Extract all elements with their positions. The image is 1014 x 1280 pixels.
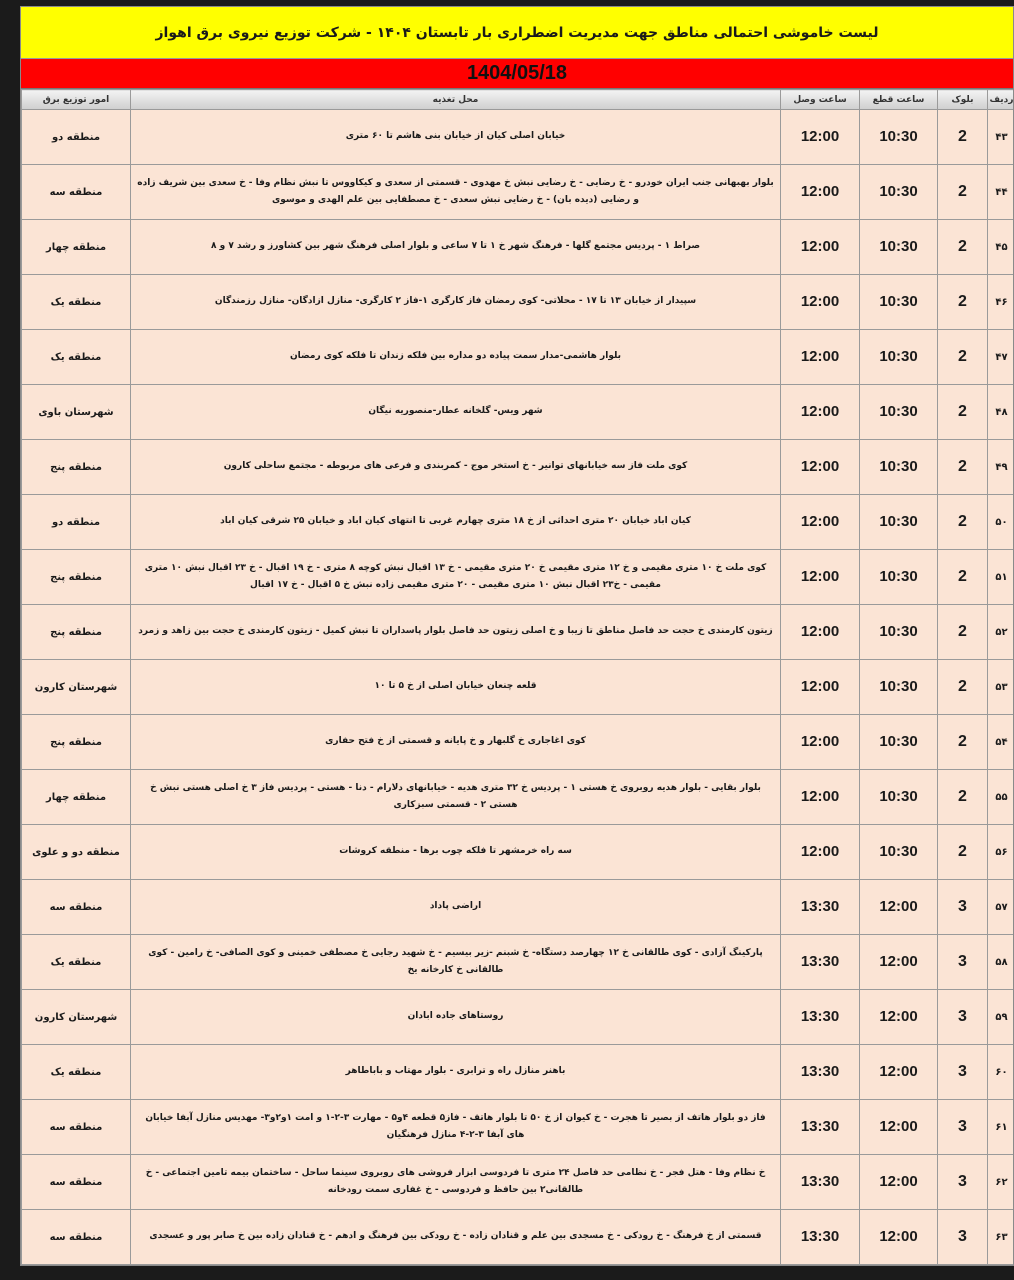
location-cell: خیابان اصلی کیان از خیابان بنی هاشم تا ۶۰ متری (131, 110, 781, 165)
row-number-cell: ۶۲ (988, 1155, 1014, 1210)
table-row (22, 715, 1014, 770)
reconnect-time-cell: 13:30 (781, 1100, 860, 1155)
block-cell: 2 (938, 825, 988, 880)
header-row-number: ردیف (988, 90, 1014, 110)
reconnect-time-cell: 12:00 (781, 275, 860, 330)
outage-schedule-sheet (20, 6, 1014, 1266)
row-number-cell: ۵۴ (988, 715, 1014, 770)
location-cell: کوی ملت خ ۱۰ متری مقیمی و خ ۱۲ متری مقیمی خ ۲۰ متری مقیمی - خ ۱۳ اقبال نبش کوچه ۸ متری - خ ۱۹ اقبال - خ ۲۳ اقبال نبش ۱۰ متری مقیمی - خ۲۳ اقبال نبش ۱۰ متری مقیمی - ۲۰ متری مقیمی زاده نبش خ ۵ اقبال - خ ۱۷ اقبال (131, 550, 781, 605)
district-cell: منطقه سه (22, 880, 131, 935)
table-row (22, 550, 1014, 605)
district-cell: منطقه چهار (22, 220, 131, 275)
block-cell: 3 (938, 990, 988, 1045)
reconnect-time-cell: 12:00 (781, 605, 860, 660)
cut-time-cell: 12:00 (860, 1210, 938, 1265)
district-cell: منطقه یک (22, 935, 131, 990)
district-cell: منطقه یک (22, 275, 131, 330)
reconnect-time-cell: 12:00 (781, 330, 860, 385)
header-block: بلوک (938, 90, 988, 110)
table-row (22, 770, 1014, 825)
cut-time-cell: 10:30 (860, 495, 938, 550)
table-row (22, 935, 1014, 990)
table-row (22, 605, 1014, 660)
row-number-cell: ۵۷ (988, 880, 1014, 935)
location-cell: بلوار بقایی - بلوار هدیه روبروی خ هستی ۱ - پردیس خ ۳۲ متری هدیه - خیابانهای دلارام - دنا - هستی - پردیس فاز ۳ خ اصلی هستی نبش خ هستی ۲ - قسمتی سبزکاری (131, 770, 781, 825)
location-cell: باهنر منازل راه و ترابری - بلوار مهتاب و باباطاهر (131, 1045, 781, 1100)
location-cell: بلوار بهبهانی جنب ایران خودرو - خ رضایی - خ رضایی نبش خ مهدوی - قسمتی از سعدی و کیکاووس تا نبش نظام وفا - خ سعدی بین شریف زاده و رضایی (دیده بان) - خ رضایی نبش سعدی - خ مصطفایی بین علم الهدی و موسوی (131, 165, 781, 220)
cut-time-cell: 10:30 (860, 825, 938, 880)
row-number-cell: ۵۶ (988, 825, 1014, 880)
block-cell: 2 (938, 165, 988, 220)
location-cell: شهر ویس- گلخانه عطار-منصوریه نیگان (131, 385, 781, 440)
block-cell: 2 (938, 385, 988, 440)
reconnect-time-cell: 13:30 (781, 880, 860, 935)
reconnect-time-cell: 13:30 (781, 1045, 860, 1100)
block-cell: 2 (938, 605, 988, 660)
cut-time-cell: 10:30 (860, 275, 938, 330)
cut-time-cell: 10:30 (860, 110, 938, 165)
cut-time-cell: 12:00 (860, 1100, 938, 1155)
table-row (22, 1045, 1014, 1100)
row-number-cell: ۴۷ (988, 330, 1014, 385)
cut-time-cell: 10:30 (860, 330, 938, 385)
block-cell: 2 (938, 110, 988, 165)
table-row (22, 440, 1014, 495)
table-row (22, 220, 1014, 275)
cut-time-cell: 12:00 (860, 935, 938, 990)
location-cell: روستاهای جاده ابادان (131, 990, 781, 1045)
table-row (22, 165, 1014, 220)
row-number-cell: ۶۱ (988, 1100, 1014, 1155)
location-cell: فاز دو بلوار هاتف از بصیر تا هجرت - خ کیوان از خ ۵۰ تا بلوار هاتف - فاز۵ قطعه ۴و۵ - مهارت ۳-۲-۱ و امت ۱و۲و۳- مهدیس منازل آبفا خیابان های آبفا ۳-۲-۴ منازل فرهنگیان (131, 1100, 781, 1155)
cut-time-cell: 10:30 (860, 715, 938, 770)
row-number-cell: ۵۲ (988, 605, 1014, 660)
reconnect-time-cell: 12:00 (781, 825, 860, 880)
block-cell: 3 (938, 1045, 988, 1100)
row-number-cell: ۵۱ (988, 550, 1014, 605)
row-number-cell: ۴۸ (988, 385, 1014, 440)
location-cell: صراط ۱ - پردیس مجتمع گلها - فرهنگ شهر خ ۱ تا ۷ ساعی و بلوار اصلی فرهنگ شهر بین کشاورز و رشد ۷ و ۸ (131, 220, 781, 275)
reconnect-time-cell: 13:30 (781, 990, 860, 1045)
cut-time-cell: 10:30 (860, 605, 938, 660)
row-number-cell: ۵۹ (988, 990, 1014, 1045)
reconnect-time-cell: 13:30 (781, 1210, 860, 1265)
block-cell: 3 (938, 1155, 988, 1210)
table-row (22, 110, 1014, 165)
cut-time-cell: 10:30 (860, 440, 938, 495)
reconnect-time-cell: 12:00 (781, 165, 860, 220)
row-number-cell: ۵۰ (988, 495, 1014, 550)
table-row (22, 1100, 1014, 1155)
row-number-cell: ۴۴ (988, 165, 1014, 220)
location-cell: پارکینگ آزادی - کوی طالقانی خ ۱۲ چهارصد دستگاه- خ شبنم -زیر بیسیم - خ شهید رجایی خ مصطفی خمینی و کوی الصافی- خ رامین - کوی طالقانی خ کارخانه یخ (131, 935, 781, 990)
row-number-cell: ۴۳ (988, 110, 1014, 165)
page-title: لیست خاموشی احتمالی مناطق جهت مدیریت اضطراری بار تابستان ۱۴۰۴ - شرکت توزیع نیروی برق اهواز (21, 7, 1013, 59)
table-row (22, 495, 1014, 550)
location-cell: قلعه چنعان خیابان اصلی از خ ۵ تا ۱۰ (131, 660, 781, 715)
district-cell: منطقه دو (22, 110, 131, 165)
location-cell: خ نظام وفا - هتل فجر - خ نظامی حد فاصل ۲۴ متری تا فردوسی ابزار فروشی های روبروی سینما ساحل - ساختمان بیمه تامین اجتماعی - خ طالقانی۲ بین حافظ و فردوسی - خ غفاری سمت رودخانه (131, 1155, 781, 1210)
location-cell: کیان اباد خیابان ۲۰ متری احداثی از خ ۱۸ متری چهارم غربی تا انتهای کیان اباد و خیابان ۲۵ شرقی کیان اباد (131, 495, 781, 550)
location-cell: سه راه خرمشهر تا فلکه چوب برها - منطقه کروشات (131, 825, 781, 880)
block-cell: 2 (938, 220, 988, 275)
table-row (22, 385, 1014, 440)
cut-time-cell: 12:00 (860, 1155, 938, 1210)
reconnect-time-cell: 12:00 (781, 770, 860, 825)
row-number-cell: ۴۵ (988, 220, 1014, 275)
district-cell: منطقه پنج (22, 440, 131, 495)
cut-time-cell: 10:30 (860, 165, 938, 220)
row-number-cell: ۵۵ (988, 770, 1014, 825)
location-cell: قسمتی از خ فرهنگ - خ رودکی - خ مسجدی بین علم و قنادان زاده - خ رودکی بین فرهنگ و ادهم - خ قنادان زاده بین خ صابر پور و عسجدی (131, 1210, 781, 1265)
table-row (22, 330, 1014, 385)
table-row (22, 990, 1014, 1045)
header-reconnect-time: ساعت وصل (781, 90, 860, 110)
cut-time-cell: 10:30 (860, 660, 938, 715)
district-cell: منطقه سه (22, 165, 131, 220)
district-cell: منطقه دو و علوی (22, 825, 131, 880)
cut-time-cell: 10:30 (860, 550, 938, 605)
row-number-cell: ۵۸ (988, 935, 1014, 990)
district-cell: منطقه پنج (22, 550, 131, 605)
cut-time-cell: 10:30 (860, 385, 938, 440)
row-number-cell: ۴۶ (988, 275, 1014, 330)
location-cell: سپیدار از خیابان ۱۳ تا ۱۷ - محلاتی- کوی رمضان فاز کارگری ۱-فاز ۲ کارگری- منازل ازادگان- منازل رزمندگان (131, 275, 781, 330)
reconnect-time-cell: 12:00 (781, 385, 860, 440)
reconnect-time-cell: 12:00 (781, 440, 860, 495)
table-row (22, 880, 1014, 935)
header-district: امور توزیع برق (22, 90, 131, 110)
block-cell: 3 (938, 1210, 988, 1265)
block-cell: 2 (938, 330, 988, 385)
block-cell: 3 (938, 1100, 988, 1155)
block-cell: 2 (938, 550, 988, 605)
table-header-row (22, 90, 1014, 110)
cut-time-cell: 10:30 (860, 770, 938, 825)
block-cell: 2 (938, 770, 988, 825)
outage-table (21, 89, 1014, 1265)
district-cell: منطقه سه (22, 1155, 131, 1210)
table-row (22, 1155, 1014, 1210)
block-cell: 2 (938, 495, 988, 550)
table-row (22, 660, 1014, 715)
cut-time-cell: 12:00 (860, 880, 938, 935)
location-cell: اراضی پاداد (131, 880, 781, 935)
cut-time-cell: 10:30 (860, 220, 938, 275)
row-number-cell: ۶۳ (988, 1210, 1014, 1265)
reconnect-time-cell: 13:30 (781, 1155, 860, 1210)
location-cell: بلوار هاشمی-مدار سمت پیاده دو مداره بین فلکه زندان تا فلکه کوی رمضان (131, 330, 781, 385)
block-cell: 2 (938, 660, 988, 715)
reconnect-time-cell: 12:00 (781, 220, 860, 275)
district-cell: منطقه دو (22, 495, 131, 550)
block-cell: 2 (938, 715, 988, 770)
block-cell: 3 (938, 935, 988, 990)
location-cell: کوی ملت فاز سه خیابانهای توانیر - خ استخر موج - کمربندی و فرعی های مربوطه - مجتمع ساحلی کارون (131, 440, 781, 495)
location-cell: کوی اغاجاری خ گلبهار و خ پایانه و قسمتی از خ فتح حفاری (131, 715, 781, 770)
table-row (22, 825, 1014, 880)
reconnect-time-cell: 12:00 (781, 550, 860, 605)
table-row (22, 1210, 1014, 1265)
reconnect-time-cell: 13:30 (781, 935, 860, 990)
district-cell: شهرستان باوی (22, 385, 131, 440)
location-cell: زیتون کارمندی خ حجت حد فاصل مناطق تا زیبا و خ اصلی زیتون حد فاصل بلوار پاسداران تا نبش کمیل - زیتون کارمندی خ حجت بین زاهد و زمرد (131, 605, 781, 660)
district-cell: منطقه پنج (22, 715, 131, 770)
header-cut-time: ساعت قطع (860, 90, 938, 110)
district-cell: شهرستان کارون (22, 660, 131, 715)
block-cell: 2 (938, 275, 988, 330)
schedule-date: 1404/05/18 (21, 59, 1013, 89)
reconnect-time-cell: 12:00 (781, 715, 860, 770)
district-cell: شهرستان کارون (22, 990, 131, 1045)
reconnect-time-cell: 12:00 (781, 660, 860, 715)
row-number-cell: ۴۹ (988, 440, 1014, 495)
cut-time-cell: 12:00 (860, 1045, 938, 1100)
district-cell: منطقه یک (22, 330, 131, 385)
cut-time-cell: 12:00 (860, 990, 938, 1045)
block-cell: 2 (938, 440, 988, 495)
row-number-cell: ۵۳ (988, 660, 1014, 715)
reconnect-time-cell: 12:00 (781, 110, 860, 165)
reconnect-time-cell: 12:00 (781, 495, 860, 550)
row-number-cell: ۶۰ (988, 1045, 1014, 1100)
district-cell: منطقه چهار (22, 770, 131, 825)
block-cell: 3 (938, 880, 988, 935)
district-cell: منطقه یک (22, 1045, 131, 1100)
district-cell: منطقه پنج (22, 605, 131, 660)
header-location: محل تغذیه (131, 90, 781, 110)
district-cell: منطقه سه (22, 1100, 131, 1155)
table-row (22, 275, 1014, 330)
district-cell: منطقه سه (22, 1210, 131, 1265)
